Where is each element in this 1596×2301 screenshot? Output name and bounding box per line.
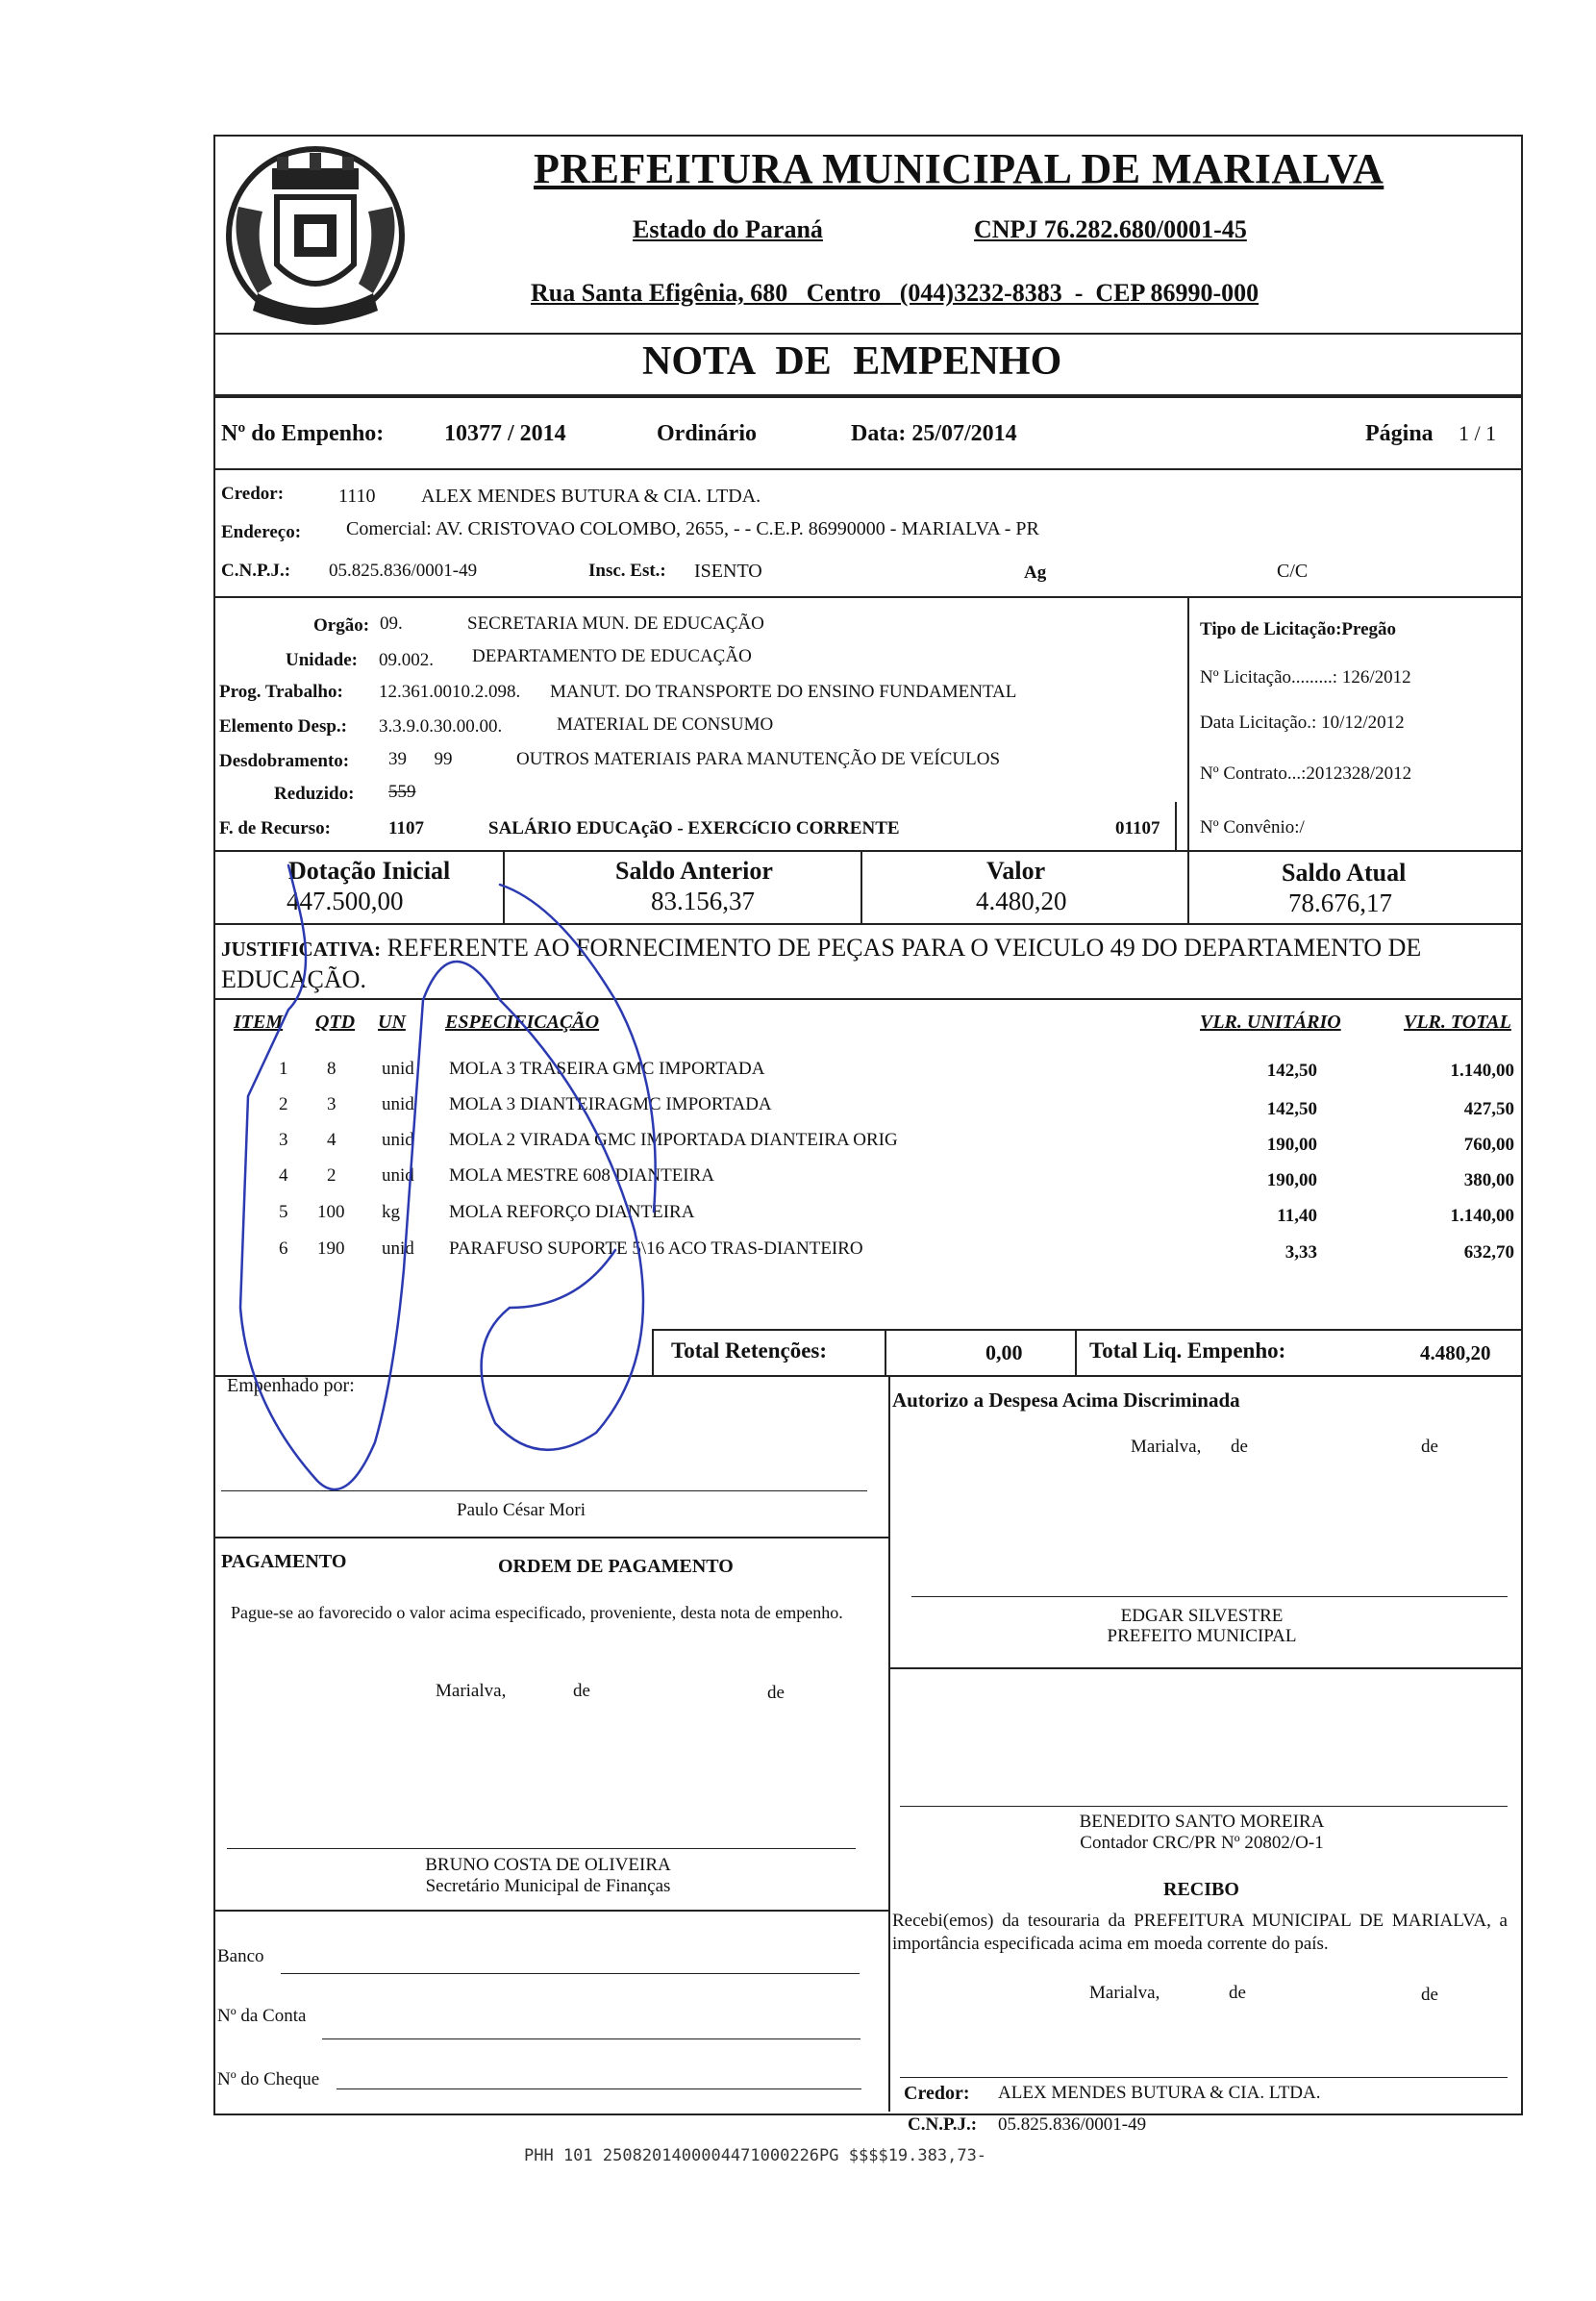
insc-label: Insc. Est.: bbox=[588, 561, 666, 581]
orgao-label: Orgão: bbox=[313, 615, 370, 636]
desdobramento-label: Desdobramento: bbox=[219, 751, 350, 771]
unidade-desc: DEPARTAMENTO DE EDUCAÇÃO bbox=[472, 646, 752, 666]
convenio-number: Nº Convênio:/ bbox=[1200, 817, 1305, 838]
page-number: 1 / 1 bbox=[1459, 421, 1497, 445]
item-number: 3 bbox=[279, 1130, 288, 1150]
empenho-date: Data: 25/07/2014 bbox=[851, 421, 1017, 446]
document-type: NOTA DE EMPENHO bbox=[642, 339, 1062, 384]
cnpj-label: C.N.P.J.: bbox=[221, 561, 291, 581]
credor-code: 1110 bbox=[338, 486, 376, 507]
page-title: PREFEITURA MUNICIPAL DE MARIALVA bbox=[534, 145, 1384, 192]
fonte-number: 01107 bbox=[1115, 818, 1160, 838]
credor-insc: ISENTO bbox=[694, 561, 762, 582]
state-label: Estado do Paraná bbox=[633, 215, 823, 243]
item-un: unid bbox=[382, 1238, 414, 1259]
pagamento-label: PAGAMENTO bbox=[221, 1551, 347, 1572]
item-desc: MOLA MESTRE 608 DIANTEIRA bbox=[449, 1165, 715, 1186]
empenhado-name: Paulo César Mori bbox=[457, 1500, 586, 1520]
item-desc: PARAFUSO SUPORTE 5\16 ACO TRAS-DIANTEIRO bbox=[449, 1238, 863, 1259]
elemento-code: 3.3.9.0.30.00.00. bbox=[379, 716, 503, 737]
desdobramento-code: 39 99 bbox=[388, 749, 453, 769]
item-total-value: 632,70 bbox=[1463, 1242, 1514, 1263]
unidade-code: 09.002. bbox=[379, 650, 434, 670]
fonte-code: 1107 bbox=[388, 818, 424, 838]
prog-desc: MANUT. DO TRANSPORTE DO ENSINO FUNDAMENTAL bbox=[550, 682, 1017, 702]
fonte-desc: SALÁRIO EDUCAçãO - EXERCíCIO CORRENTE bbox=[488, 818, 900, 838]
item-desc: MOLA 3 TRASEIRA GMC IMPORTADA bbox=[449, 1059, 765, 1079]
item-number: 4 bbox=[279, 1165, 288, 1186]
account-label: C/C bbox=[1277, 561, 1309, 582]
item-qtd: 190 bbox=[317, 1238, 345, 1259]
col-item-header: ITEM bbox=[234, 1012, 284, 1033]
recibo-credor-label: Credor: bbox=[904, 2083, 970, 2104]
col-espec-header: ESPECIFICAÇÃO bbox=[445, 1012, 600, 1033]
total-liq-value: 4.480,20 bbox=[1420, 1341, 1491, 1364]
ordem-pagamento-label: ORDEM DE PAGAMENTO bbox=[498, 1556, 734, 1577]
orgao-desc: SECRETARIA MUN. DE EDUCAÇÃO bbox=[467, 613, 764, 634]
justificativa-label: JUSTIFICATIVA: bbox=[221, 938, 382, 961]
address-label: Endereço: bbox=[221, 522, 302, 542]
total-liq-label: Total Liq. Empenho: bbox=[1089, 1338, 1286, 1363]
item-un: unid bbox=[382, 1094, 414, 1114]
header-cnpj: CNPJ 76.282.680/0001-45 bbox=[974, 215, 1247, 243]
autorizo-place: Marialva, bbox=[1131, 1437, 1202, 1457]
col-unit-header: VLR. UNITÁRIO bbox=[1200, 1012, 1341, 1033]
justificativa-text: REFERENTE AO FORNECIMENTO DE PEÇAS PARA O VEICULO 49 DO DEPARTAMENTO DE EDUCAÇÃO. bbox=[221, 934, 1422, 993]
item-un: unid bbox=[382, 1130, 414, 1150]
cheque-label: Nº do Cheque bbox=[217, 2069, 320, 2089]
saldo-anterior-value: 83.156,37 bbox=[651, 887, 755, 915]
item-total-value: 760,00 bbox=[1463, 1135, 1514, 1155]
valor-label: Valor bbox=[986, 857, 1046, 885]
contador-name: BENEDITO SANTO MOREIRA bbox=[1079, 1812, 1325, 1832]
licitacao-number: Nº Licitação.........: 126/2012 bbox=[1200, 667, 1411, 688]
item-number: 5 bbox=[279, 1202, 288, 1222]
licitacao-date: Data Licitação.: 10/12/2012 bbox=[1200, 713, 1405, 733]
conta-label: Nº da Conta bbox=[217, 2006, 307, 2026]
contrato-number: Nº Contrato...:2012328/2012 bbox=[1200, 763, 1412, 784]
prefeito-name: EDGAR SILVESTRE bbox=[1120, 1606, 1284, 1626]
item-number: 1 bbox=[279, 1059, 288, 1079]
recibo-credor: ALEX MENDES BUTURA & CIA. LTDA. bbox=[998, 2083, 1321, 2103]
pagamento-text: Pague-se ao favorecido o valor acima especificado, proveniente, desta nota de empenho. bbox=[231, 1603, 843, 1622]
item-total-value: 1.140,00 bbox=[1450, 1206, 1514, 1226]
autorizo-de2: de bbox=[1421, 1437, 1438, 1457]
item-un: unid bbox=[382, 1165, 414, 1186]
total-retencoes-value: 0,00 bbox=[985, 1340, 1023, 1364]
recibo-de2: de bbox=[1421, 1985, 1438, 2005]
licitacao-type: Tipo de Licitação:Pregão bbox=[1200, 619, 1397, 639]
item-un: kg bbox=[382, 1202, 400, 1222]
empenhado-label: Empenhado por: bbox=[227, 1375, 355, 1396]
credor-cnpj: 05.825.836/0001-49 bbox=[329, 561, 478, 581]
reduzido-label: Reduzido: bbox=[274, 784, 355, 804]
item-qtd: 2 bbox=[327, 1165, 337, 1186]
page-label: Página bbox=[1365, 421, 1434, 446]
dotacao-value: 447.500,00 bbox=[287, 887, 404, 915]
empenho-number: 10377 / 2014 bbox=[444, 421, 566, 446]
item-qtd: 8 bbox=[327, 1059, 337, 1079]
item-total-value: 380,00 bbox=[1463, 1170, 1514, 1190]
valor-value: 4.480,20 bbox=[976, 887, 1067, 915]
recibo-title: RECIBO bbox=[1163, 1879, 1239, 1900]
elemento-label: Elemento Desp.: bbox=[219, 716, 347, 737]
item-desc: MOLA REFORÇO DIANTEIRA bbox=[449, 1202, 695, 1222]
footer-code: PHH 101 2508201400004471000226PG $$$$19.383,73- bbox=[524, 2146, 987, 2165]
orgao-code: 09. bbox=[380, 613, 403, 634]
item-qtd: 3 bbox=[327, 1094, 337, 1114]
saldo-atual-value: 78.676,17 bbox=[1288, 888, 1392, 917]
empenho-number-label: Nº do Empenho: bbox=[221, 421, 385, 446]
pagamento-place: Marialva, bbox=[436, 1681, 507, 1701]
item-number: 2 bbox=[279, 1094, 288, 1114]
recibo-text: Recebi(emos) da tesouraria da PREFEITURA MUNICIPAL DE MARIALVA, a importância especificada acima em moeda corrente do país. bbox=[892, 1911, 1508, 1954]
item-unit-value: 11,40 bbox=[1277, 1206, 1317, 1226]
fonte-label: F. de Recurso: bbox=[219, 818, 331, 838]
autorizo-text: Autorizo a Despesa Acima Discriminada bbox=[892, 1388, 1240, 1412]
item-desc: MOLA 2 VIRADA GMC IMPORTADA DIANTEIRA ORIG bbox=[449, 1130, 898, 1150]
banco-label: Banco bbox=[217, 1946, 264, 1966]
pagamento-de2: de bbox=[767, 1683, 785, 1703]
autorizo-de1: de bbox=[1231, 1437, 1248, 1457]
contador-title: Contador CRC/PR Nº 20802/O-1 bbox=[1080, 1833, 1324, 1853]
item-qtd: 4 bbox=[327, 1130, 337, 1150]
item-unit-value: 190,00 bbox=[1266, 1170, 1317, 1190]
total-retencoes-label: Total Retenções: bbox=[671, 1338, 828, 1363]
elemento-desc: MATERIAL DE CONSUMO bbox=[557, 714, 774, 735]
recibo-place: Marialva, bbox=[1089, 1983, 1160, 2003]
agency-label: Ag bbox=[1024, 563, 1047, 583]
item-desc: MOLA 3 DIANTEIRAGMC IMPORTADA bbox=[449, 1094, 772, 1114]
recibo-cnpj-label: C.N.P.J.: bbox=[908, 2114, 978, 2135]
item-total-value: 1.140,00 bbox=[1450, 1061, 1514, 1081]
dotacao-label: Dotação Inicial bbox=[288, 857, 451, 885]
credor-address: Comercial: AV. CRISTOVAO COLOMBO, 2655, - - C.E.P. 86990000 - MARIALVA - PR bbox=[346, 518, 1039, 539]
credor-name: ALEX MENDES BUTURA & CIA. LTDA. bbox=[421, 486, 761, 507]
prefeito-title: PREFEITO MUNICIPAL bbox=[1107, 1626, 1297, 1646]
credor-label: Credor: bbox=[221, 484, 285, 504]
item-un: unid bbox=[382, 1059, 414, 1079]
col-un-header: UN bbox=[378, 1012, 406, 1033]
saldo-atual-label: Saldo Atual bbox=[1282, 859, 1407, 887]
pagamento-de1: de bbox=[573, 1681, 590, 1701]
header-address: Rua Santa Efigênia, 680 Centro (044)3232-8383 - CEP 86990-000 bbox=[531, 279, 1259, 307]
empenho-kind: Ordinário bbox=[657, 421, 758, 446]
unidade-label: Unidade: bbox=[286, 650, 358, 670]
item-unit-value: 3,33 bbox=[1284, 1242, 1317, 1263]
recibo-de1: de bbox=[1229, 1983, 1246, 2003]
item-total-value: 427,50 bbox=[1463, 1099, 1514, 1119]
col-qtd-header: QTD bbox=[315, 1012, 356, 1033]
item-qtd: 100 bbox=[317, 1202, 345, 1222]
desdobramento-desc: OUTROS MATERIAIS PARA MANUTENÇÃO DE VEÍCULOS bbox=[516, 749, 1001, 769]
item-number: 6 bbox=[279, 1238, 288, 1259]
item-unit-value: 142,50 bbox=[1266, 1061, 1317, 1081]
secretario-name: BRUNO COSTA DE OLIVEIRA bbox=[425, 1855, 671, 1875]
prog-label: Prog. Trabalho: bbox=[219, 682, 343, 702]
saldo-anterior-label: Saldo Anterior bbox=[615, 857, 773, 885]
recibo-cnpj: 05.825.836/0001-49 bbox=[998, 2114, 1147, 2135]
prog-code: 12.361.0010.2.098. bbox=[379, 682, 521, 702]
reduzido-code: 559 bbox=[388, 782, 416, 802]
item-unit-value: 142,50 bbox=[1266, 1099, 1317, 1119]
secretario-title: Secretário Municipal de Finanças bbox=[425, 1876, 671, 1896]
col-total-header: VLR. TOTAL bbox=[1404, 1012, 1511, 1033]
item-unit-value: 190,00 bbox=[1266, 1135, 1317, 1155]
